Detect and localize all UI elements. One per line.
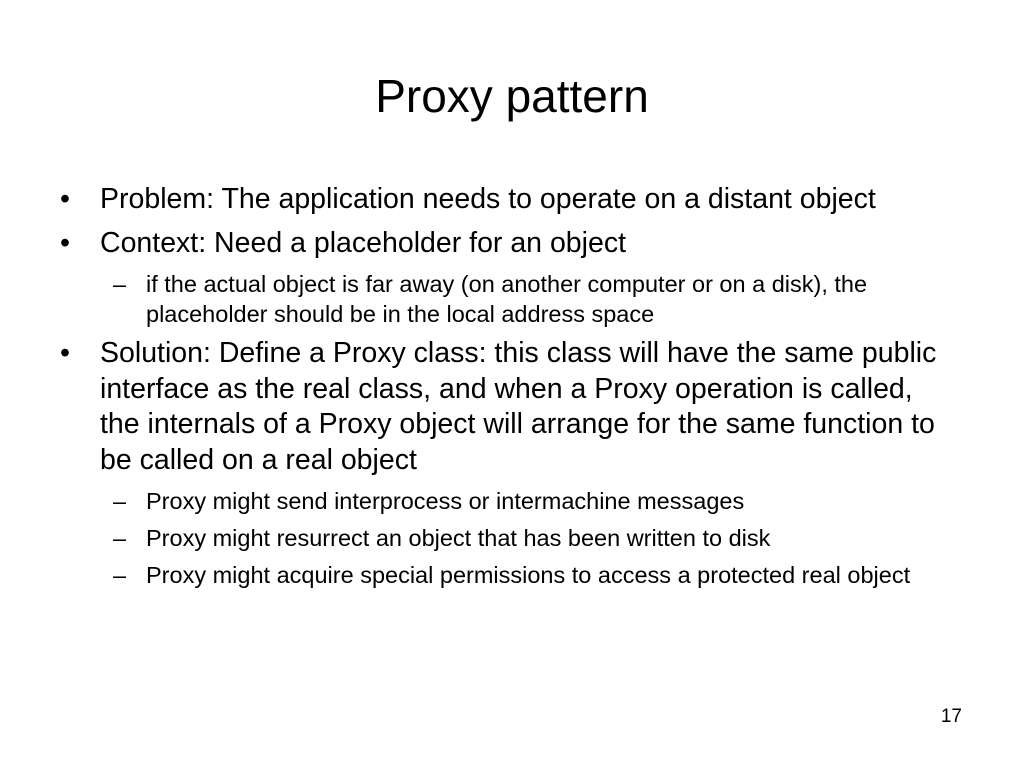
subbullet-marker: –: [113, 562, 127, 588]
subbullet-text: Proxy might resurrect an object that has been written to disk: [146, 525, 771, 551]
slide-number: 17: [940, 706, 962, 727]
subbullet-solution-1: [60, 486, 960, 516]
subbullet-text: Proxy might acquire special permissions to access a protected real object: [146, 562, 911, 588]
slide-title: Proxy pattern: [375, 70, 649, 122]
bullet-text: Context: Need a placeholder for an object: [100, 226, 626, 259]
subbullet-marker: –: [113, 271, 127, 297]
bullet-text: Problem: The application needs to operate on a distant object: [100, 183, 876, 215]
subbullet-text: Proxy might send interprocess or intermachine messages: [146, 488, 745, 514]
subbullet-context-1: [60, 269, 960, 329]
bullet-problem: [60, 182, 960, 218]
bullet-marker: •: [60, 183, 70, 215]
bullet-solution: [60, 336, 960, 478]
bullet-text: Solution: Define a Proxy class: this class will have the same public interface as the real class, and when a Proxy operation is called, the internals of a Proxy object will arrange for the same function to be called on a real object: [100, 337, 937, 476]
bullet-context: [60, 226, 960, 262]
bullet-marker: •: [60, 337, 70, 369]
subbullet-marker: –: [113, 488, 127, 514]
bullet-marker: •: [60, 226, 70, 259]
subbullet-solution-3: [60, 560, 960, 590]
subbullet-text: if the actual object is far away (on another computer or on a disk), the placeholder should be in the local address space: [146, 271, 868, 327]
subbullet-marker: –: [113, 525, 127, 551]
subbullet-solution-2: [60, 523, 960, 553]
slide-content: [60, 182, 960, 597]
